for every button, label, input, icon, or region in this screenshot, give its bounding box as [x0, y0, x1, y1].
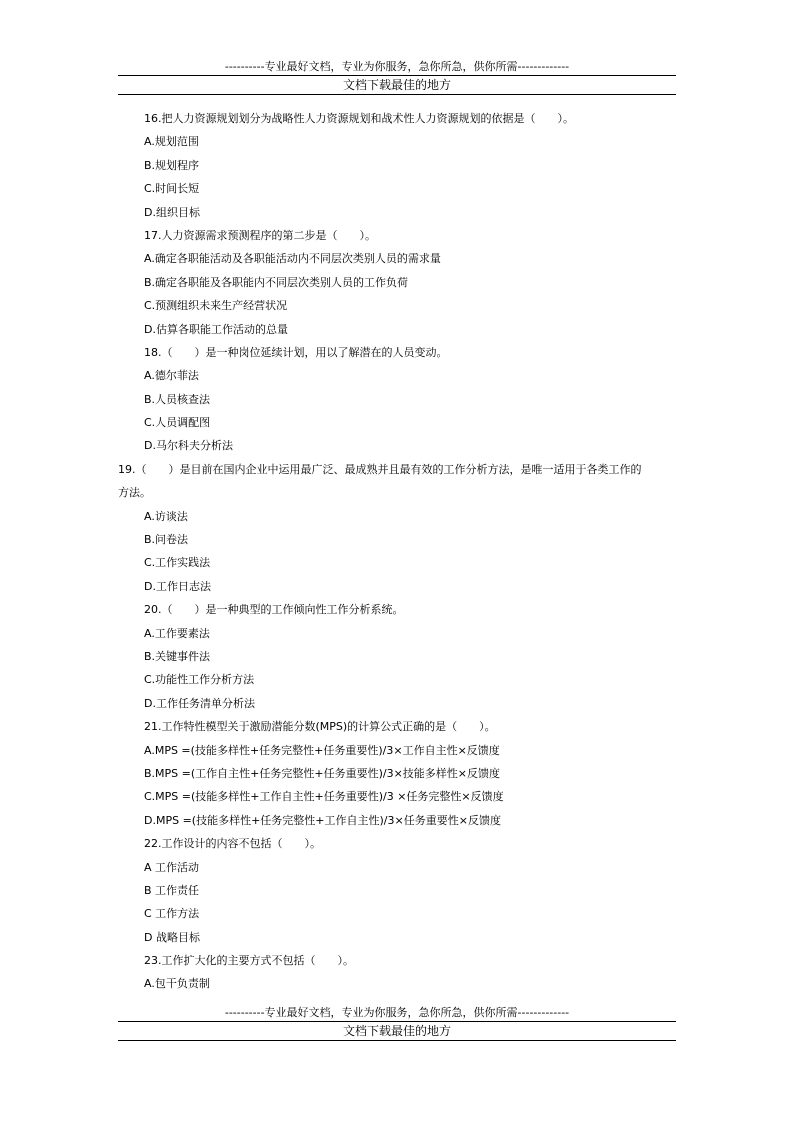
option-21-d: D.MPS =(技能多样性+任务完整性+工作自主性)/3×任务重要性×反馈度	[144, 813, 501, 827]
option-22-b: B 工作责任	[144, 883, 200, 897]
header-rule	[118, 75, 676, 76]
page-header	[118, 60, 676, 95]
question-19: 19.（ ）是目前在国内企业中运用最广泛、最成熟并且最有效的工作分析方法，是唯一适用于各类工作的	[118, 462, 642, 476]
option-20-a: A.工作要素法	[144, 626, 210, 640]
option-18-b: B.人员核查法	[144, 392, 211, 406]
footer-rule	[118, 1021, 676, 1022]
option-23-a: A.包干负责制	[144, 977, 210, 991]
option-20-d: D.工作任务清单分析法	[144, 696, 255, 710]
option-16-a: A.规划范围	[144, 135, 199, 149]
question-20: 20.（ ）是一种典型的工作倾向性工作分析系统。	[144, 603, 404, 617]
question-17: 17.人力资源需求预测程序的第二步是（ ）。	[144, 228, 376, 242]
question-21: 21.工作特性模型关于激励潜能分数(MPS)的计算公式正确的是（ ）。	[144, 720, 496, 734]
question-list	[118, 107, 678, 996]
option-17-a: A.确定各职能活动及各职能活动内不同层次类别人员的需求量	[144, 252, 441, 266]
option-16-d: D.组织目标	[144, 205, 200, 219]
page-footer	[118, 1006, 676, 1041]
header-rule-bottom	[118, 94, 676, 95]
question-19-continued: 方法。	[118, 486, 151, 500]
header-subtitle: 文档下载最佳的地方	[342, 78, 451, 92]
header-tagline: ----------专业最好文档，专业为你服务，急你所急，供你所需-------------	[224, 60, 570, 73]
option-16-c: C.时间长短	[144, 182, 200, 196]
option-20-c: C.功能性工作分析方法	[144, 673, 255, 687]
option-22-c: C 工作方法	[144, 907, 200, 921]
option-16-b: B.规划程序	[144, 158, 200, 172]
option-21-c: C.MPS =(技能多样性+工作自主性+任务重要性)/3 ×任务完整性×反馈度	[144, 790, 504, 804]
footer-rule-bottom	[118, 1040, 676, 1041]
option-21-b: B.MPS =(工作自主性+任务完整性+任务重要性)/3×技能多样性×反馈度	[144, 766, 501, 780]
option-19-b: B.问卷法	[144, 533, 189, 547]
option-18-a: A.德尔菲法	[144, 369, 199, 383]
option-18-c: C.人员调配图	[144, 416, 211, 430]
question-18: 18.（ ）是一种岗位延续计划，用以了解潜在的人员变动。	[144, 345, 448, 359]
option-17-b: B.确定各职能及各职能内不同层次类别人员的工作负荷	[144, 275, 409, 289]
question-16: 16.把人力资源规划划分为战略性人力资源规划和战术性人力资源规划的依据是（ ）。	[144, 112, 574, 125]
option-19-c: C.工作实践法	[144, 556, 211, 570]
option-19-a: A.访谈法	[144, 509, 188, 523]
option-21-a: A.MPS =(技能多样性+任务完整性+任务重要性)/3×工作自主性×反馈度	[144, 743, 500, 757]
footer-tagline: ----------专业最好文档，专业为你服务，急你所急，供你所需-------------	[224, 1006, 570, 1019]
question-22: 22.工作设计的内容不包括（ ）。	[144, 837, 321, 851]
option-17-c: C.预测组织未来生产经营状况	[144, 299, 288, 313]
option-22-a: A 工作活动	[144, 860, 200, 874]
option-18-d: D.马尔科夫分析法	[144, 439, 233, 453]
question-23: 23.工作扩大化的主要方式不包括（ ）。	[144, 954, 354, 968]
option-22-d: D 战略目标	[144, 930, 200, 944]
footer-subtitle: 文档下载最佳的地方	[342, 1024, 451, 1038]
option-19-d: D.工作日志法	[144, 579, 211, 593]
option-20-b: B.关键事件法	[144, 649, 211, 663]
option-17-d: D.估算各职能工作活动的总量	[144, 322, 288, 336]
